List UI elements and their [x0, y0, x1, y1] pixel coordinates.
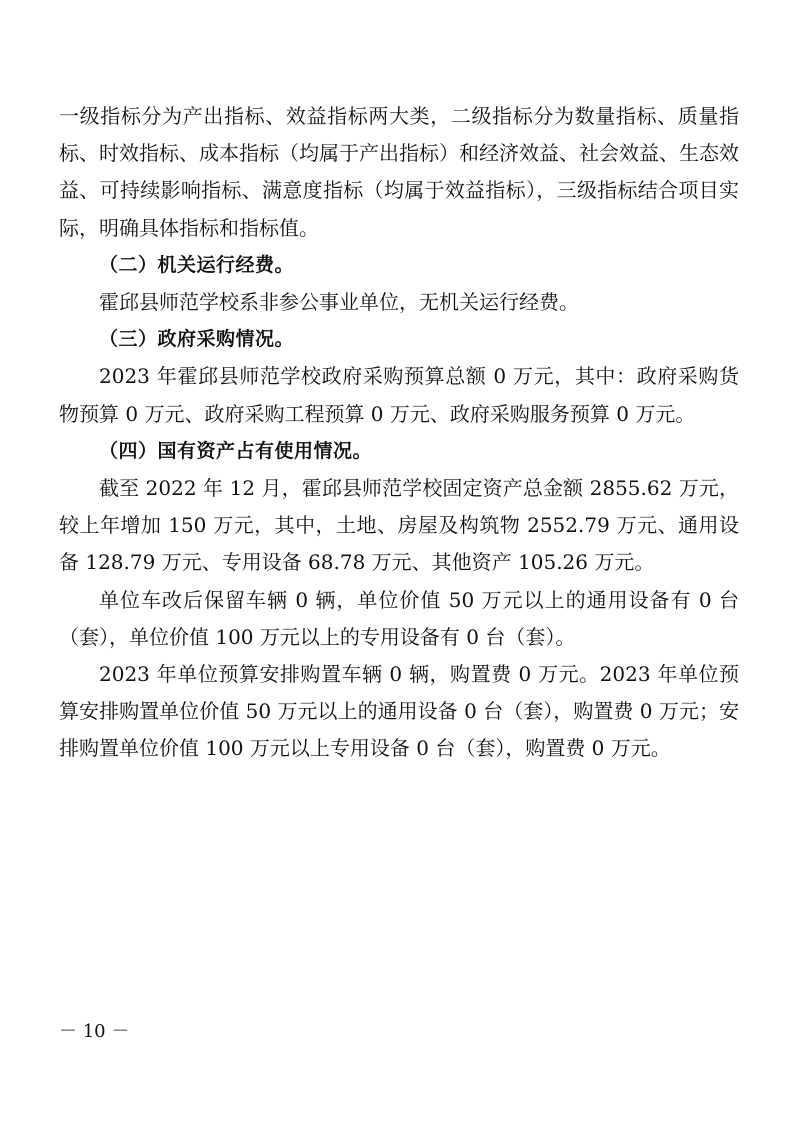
paragraph-operating-expenses: 霍邱县师范学校系非参公事业单位，无机关运行经费。 [99, 290, 579, 315]
paragraph-government-procurement: 2023 年霍邱县师范学校政府采购预算总额 0 万元，其中：政府采购货物预算 0 万元、政府采购工程预算 0 万元、政府采购服务预算 0 万元。 [59, 364, 739, 426]
page-number: － 10 － [59, 1021, 130, 1042]
paragraph-fixed-assets: 截至 2022 年 12 月，霍邱县师范学校固定资产总金额 2855.62 万元，较上年增加 150 万元，其中，土地、房屋及构筑物 2552.79 万元、通用设备 128.79 万元、专用设备 68.78 万元、其他资产 105.26 万元。 [59, 476, 739, 575]
section-heading-state-assets: （四）国有资产占有使用情况。 [99, 439, 373, 462]
section-heading-government-procurement: （三）政府采购情况。 [99, 328, 295, 351]
paragraph-purchase-plan: 2023 年单位预算安排购置车辆 0 辆，购置费 0 万元。2023 年单位预算安排购置单位价值 50 万元以上的通用设备 0 台（套），购置费 0 万元；安排购置单位价值 100 万元以上专用设备 0 台（套），购置费 0 万元。 [59, 662, 739, 761]
document-body [59, 98, 739, 768]
paragraph-vehicles-equipment: 单位车改后保留车辆 0 辆，单位价值 50 万元以上的通用设备有 0 台（套），单位价值 100 万元以上的专用设备有 0 台（套）。 [59, 587, 739, 649]
paragraph-indicator-classification: 一级指标分为产出指标、效益指标两大类，二级指标分为数量指标、质量指标、时效指标、成本指标（均属于产出指标）和经济效益、社会效益、生态效益、可持续影响指标、满意度指标（均属于效益指标），三级指标结合项目实际，明确具体指标和指标值。 [59, 104, 739, 240]
section-heading-operating-expenses: （二）机关运行经费。 [99, 253, 295, 276]
